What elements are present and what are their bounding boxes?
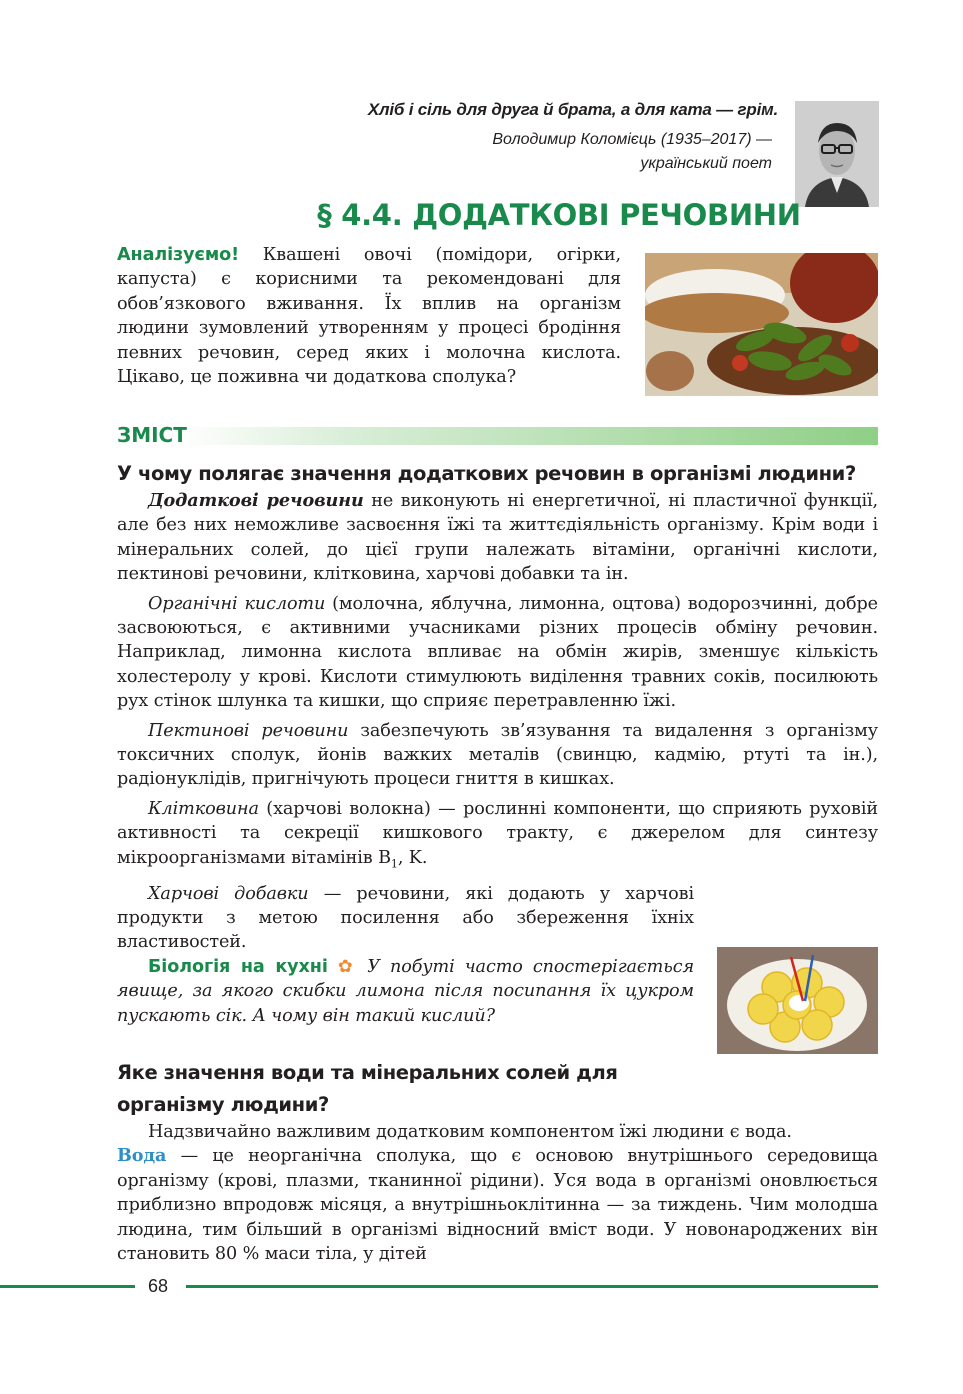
term-organic-acids: Органічні кислоти xyxy=(148,593,326,614)
page-number: 68 xyxy=(148,1276,169,1296)
footer-rule-right xyxy=(186,1285,878,1288)
pickled-vegetables-image xyxy=(645,253,878,396)
paragraph-text: — речовини, які додають у харчові продукти з метою посилення або збереження їхніх властивостей. xyxy=(117,883,694,953)
paragraph-text-tail: , K. xyxy=(397,847,428,868)
paragraph-pectin xyxy=(117,719,878,792)
paragraphs-block xyxy=(117,489,878,960)
content-header-label: ЗМІСТ xyxy=(117,423,187,447)
term-fiber: Клітковина xyxy=(148,798,259,819)
paragraph-text: (харчові волокна) — рослинні компоненти, що сприяють руховій активності та секреції кишкового тракту, є джерелом для синтезу мікроорганізмами вітамінів B xyxy=(117,798,878,868)
water-text: — це неорганічна сполука, що є основою внутрішнього середовища організму (крові, плазми, тканинної рідини). Уся вода в організмі оновлюється приблизно впродовж місяця, а внутрішньоклітинна — за тиждень. Чим молодша людина, тим більший в організмі відносний вміст води. У новонароджених він становить 80 % маси тіла, у дітей xyxy=(117,1146,878,1265)
paragraph-text: забезпечують зв’язування та видалення з організму токсичних сполук, йонів важких металів (свинцю, кадмію, ртуті та ін.), радіонуклідів, пригнічують процеси гниття в кишках. xyxy=(117,720,878,790)
subscript: 1 xyxy=(390,857,398,871)
analyze-label: Аналізуємо! xyxy=(117,245,240,265)
paragraph-fiber xyxy=(117,797,878,877)
flower-icon: ✿ xyxy=(337,957,358,977)
section-title: § 4.4. ДОДАТКОВІ РЕЧОВИНИ xyxy=(317,198,801,232)
author-portrait-image xyxy=(795,101,879,207)
biology-kitchen-question: У побуті часто спостерігається явище, за якого скибки лимона після посипання їх цукром пускають сік. А чому він такий кислий? xyxy=(117,957,695,1026)
lemon-slices-image xyxy=(717,947,878,1054)
water-first-line: Надзвичайно важливим додатковим компонентом їжі людини є вода. xyxy=(148,1122,792,1142)
paragraph-text: (молочна, яблучна, лимонна, оцтова) водорозчинні, добре засвоюються, є активними учасниками різних процесів обміну речовин. Наприклад, лимонна кислота впливає на обмін жирів, зменшує кількість холестеролу у крові. Кислоти стимулюють виділення травних соків, посилюють рух стінок шлунка та кишки, що сприяє перетравленню їжі. xyxy=(117,593,878,712)
footer-rule-left xyxy=(0,1285,135,1288)
intro-paragraph xyxy=(117,243,621,389)
author-line-2: український поет xyxy=(640,155,772,172)
biology-kitchen-label: Біологія на кухні xyxy=(148,957,328,977)
epigraph-quote: Хліб і сіль для друга й брата, а для ката — грім. xyxy=(367,100,778,119)
content-header-bar xyxy=(117,427,878,445)
question-heading-2: Яке значення води та мінеральних солей для організму людини? xyxy=(117,1061,618,1116)
paragraph-additional-substances xyxy=(117,489,878,587)
author-line-1: Володимир Коломієць (1935–2017) — xyxy=(492,131,772,148)
paragraph-organic-acids xyxy=(117,592,878,714)
water-paragraph-block xyxy=(117,1120,878,1266)
biology-kitchen-box xyxy=(117,955,694,1028)
paragraph-food-additives xyxy=(117,882,694,955)
intro-text: Квашені овочі (помідори, огірки, капуста) є корисними та рекомендовані для обов’язкового вживання. Їх вплив на організм людини зумовлений утворенням у процесі бродіння певних речовин, серед яких і молочна кислота. Цікаво, це поживна чи додаткова сполука? xyxy=(117,245,621,388)
term-additional-substances: Додаткові речовини xyxy=(148,490,364,511)
term-food-additives: Харчові добавки xyxy=(148,883,309,904)
epigraph-author xyxy=(380,128,772,176)
question-heading-1: У чому полягає значення додаткових речовин в організмі людини? xyxy=(117,462,856,485)
term-pectin: Пектинові речовини xyxy=(148,720,349,741)
paragraph-text: не виконують ні енергетичної, ні пластичної функції, але без них неможливе засвоєння їжі та життєдіяльність організму. Крім води і мінеральних солей, до цієї групи належать вітаміни, органічні кислоти, пектинові речовини, клітковина, харчові добавки та ін. xyxy=(117,491,878,585)
term-water: Вода xyxy=(117,1145,167,1167)
water-paragraph xyxy=(117,1144,878,1266)
